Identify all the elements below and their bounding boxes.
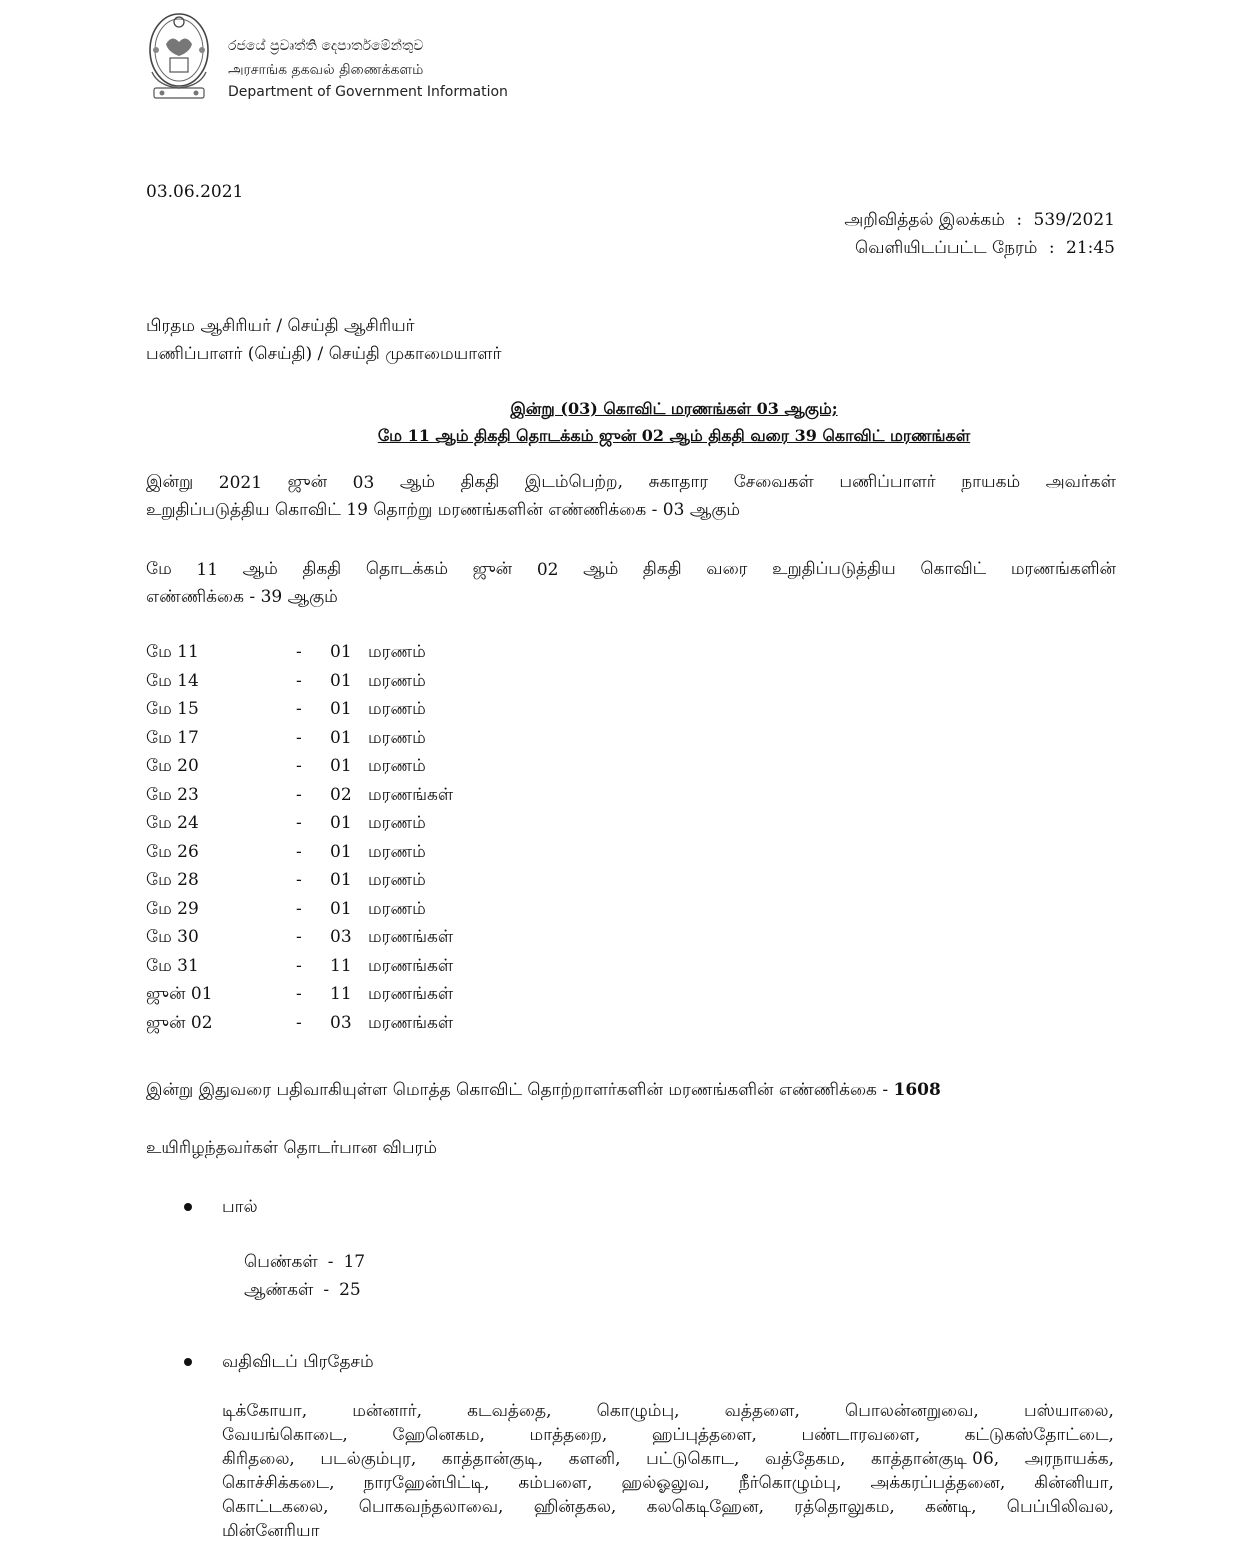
residence-line xyxy=(222,1424,1114,1448)
death-count: 01 xyxy=(330,670,352,691)
residence-place: மாத்தறை, xyxy=(529,1425,608,1445)
residence-place: பொலன்னறுவை, xyxy=(845,1401,979,1421)
death-sep: - xyxy=(296,784,302,805)
release-time-label: வெளியிடப்பட்ட நேரம் xyxy=(854,238,1038,258)
gender-sep: - xyxy=(327,1252,334,1272)
release-time-sep: : xyxy=(1048,238,1055,258)
residence-place: பட்டுகொட, xyxy=(646,1449,740,1469)
death-sep: - xyxy=(296,984,302,1004)
residence-place: கொச்சிக்கடை, xyxy=(222,1473,335,1493)
paragraph-word: ஜுன் xyxy=(472,559,513,579)
death-date: மே 17 xyxy=(146,727,199,748)
death-sep: - xyxy=(296,955,302,976)
death-count: 01 xyxy=(330,699,352,719)
death-count: 02 xyxy=(330,784,352,805)
gender-male xyxy=(244,1280,361,1302)
release-time xyxy=(855,236,1115,260)
total-deaths-text: இன்று இதுவரை பதிவாகியுள்ள மொத்த கொவிட் தொற்றாளர்களின் மரணங்களின் எண்ணிக்கை - xyxy=(146,1080,889,1100)
paragraph-word: மே xyxy=(146,559,172,579)
gender-heading: பால் xyxy=(222,1197,258,1217)
death-word: மரணங்கள் xyxy=(368,955,454,976)
death-sep: - xyxy=(296,870,302,890)
residence-line xyxy=(222,1520,1114,1544)
release-number-sep: : xyxy=(1016,210,1023,230)
residence-place: கொட்டகலை, xyxy=(222,1497,329,1517)
residence-place: நீர்கொழும்பு, xyxy=(738,1473,842,1493)
paragraph-word: திகதி xyxy=(642,559,682,579)
gender-value: 17 xyxy=(343,1252,366,1272)
paragraph-line xyxy=(146,556,1116,584)
gender-sep: - xyxy=(323,1280,330,1300)
paragraph-word: 02 xyxy=(536,560,559,580)
gender-label: பெண்கள் xyxy=(244,1252,318,1272)
death-sep: - xyxy=(296,813,302,833)
death-word: மரணம் xyxy=(368,642,426,662)
release-date: 03.06.2021 xyxy=(146,182,244,202)
death-date: மே 28 xyxy=(146,870,199,890)
death-word: மரணம் xyxy=(368,699,426,719)
paragraph-line xyxy=(146,469,1116,497)
gender-label: ஆண்கள் xyxy=(244,1280,314,1300)
death-word: மரணம் xyxy=(368,898,426,919)
paragraph-word: 2021 xyxy=(218,473,263,493)
bullet-icon xyxy=(184,1203,192,1211)
death-sep: - xyxy=(296,699,302,719)
residence-place: மின்னேரியா xyxy=(222,1521,320,1541)
death-sep: - xyxy=(296,927,302,947)
recipient-line: பிரதம ஆசிரியர் / செய்தி ஆசிரியர் xyxy=(146,316,415,336)
gender-value: 25 xyxy=(339,1280,361,1300)
residence-place: கலகெடிஹேன, xyxy=(646,1497,765,1517)
death-count: 11 xyxy=(330,984,352,1004)
residence-place: வத்தளை, xyxy=(724,1401,800,1421)
paragraph-today-deaths xyxy=(146,469,1116,525)
release-number-label: அறிவித்தல் இலக்கம் xyxy=(844,210,1005,230)
residence-place: கண்டி, xyxy=(925,1497,977,1517)
residence-place: வத்தேகம, xyxy=(764,1449,846,1469)
residence-place: பெப்பிலிவல, xyxy=(1006,1497,1114,1517)
residence-place: டிக்கோயா, xyxy=(222,1401,308,1421)
paragraph-word: ஆம் xyxy=(399,472,436,492)
death-count: 01 xyxy=(330,870,352,890)
paragraph-word: 11 xyxy=(196,560,219,580)
paragraph-word: நாயகம் xyxy=(961,472,1021,492)
residence-place: படல்கும்புர, xyxy=(320,1449,417,1469)
death-date: மே 11 xyxy=(146,642,199,662)
paragraph-word: இடம்பெற்ற, xyxy=(524,472,624,492)
death-count: 11 xyxy=(330,955,352,976)
death-sep: - xyxy=(296,898,302,919)
residence-place: பஸ்யாலை, xyxy=(1023,1401,1114,1421)
death-word: மரணம் xyxy=(368,756,426,776)
residence-place: பண்டாரவளை, xyxy=(801,1425,921,1445)
residence-place: அரநாயக்க, xyxy=(1024,1449,1114,1469)
death-count: 01 xyxy=(330,727,352,748)
paragraph-word: சேவைகள் xyxy=(733,472,814,492)
death-date: மே 14 xyxy=(146,670,199,691)
residence-line xyxy=(222,1496,1114,1520)
paragraph-word: கொவிட் xyxy=(920,559,987,579)
death-word: மரணங்கள் xyxy=(368,927,454,947)
residence-place: கட்டுகஸ்தோட்டை, xyxy=(964,1425,1114,1445)
death-count: 03 xyxy=(330,927,352,947)
death-date: மே 24 xyxy=(146,813,199,833)
residence-places xyxy=(222,1400,1114,1544)
paragraph-line: உறுதிப்படுத்திய கொவிட் 19 தொற்று மரணங்களின் எண்ணிக்கை - 03 ஆகும் xyxy=(146,500,741,520)
paragraph-word: இன்று xyxy=(146,472,194,492)
death-count: 03 xyxy=(330,1012,352,1033)
residence-heading: வதிவிடப் பிரதேசம் xyxy=(222,1352,374,1372)
paragraph-word: திகதி xyxy=(460,472,500,492)
paragraph-word: தொடக்கம் xyxy=(365,559,449,579)
paragraph-word: பணிப்பாளர் xyxy=(839,472,936,492)
letterhead-sinhala: රජයේ ප්‍රවෘත්ති දෙපාර්තමේන්තුව xyxy=(228,38,424,54)
residence-place: பொகவந்தலாவை, xyxy=(358,1497,504,1517)
total-deaths-line xyxy=(146,1078,941,1102)
residence-place: வேயங்கொடை, xyxy=(222,1425,348,1445)
release-number-value: 539/2021 xyxy=(1033,210,1115,230)
paragraph-word: ஆம் xyxy=(242,559,278,579)
death-count: 01 xyxy=(330,841,352,862)
residence-place: களனி, xyxy=(568,1449,621,1469)
total-deaths-value: 1608 xyxy=(893,1080,941,1100)
death-date: மே 29 xyxy=(146,898,199,919)
residence-place: கிரிதலை, xyxy=(222,1449,295,1469)
death-count: 01 xyxy=(330,813,352,833)
death-date: ஜுன் 02 xyxy=(146,1012,213,1033)
death-word: மரணம் xyxy=(368,870,426,890)
residence-place: கொழும்பு, xyxy=(596,1401,680,1421)
paragraph-word: ஆம் xyxy=(583,559,619,579)
paragraph-word: மரணங்களின் xyxy=(1010,559,1116,579)
death-word: மரணம் xyxy=(368,841,426,862)
residence-place: கின்னியா, xyxy=(1034,1473,1114,1493)
death-word: மரணங்கள் xyxy=(368,984,454,1004)
death-sep: - xyxy=(296,670,302,691)
paragraph-word: அவர்கள் xyxy=(1045,472,1116,492)
sri-lanka-emblem-icon xyxy=(146,10,212,104)
residence-place: ஹப்புத்தளை, xyxy=(651,1425,757,1445)
death-count: 01 xyxy=(330,898,352,919)
death-count: 01 xyxy=(330,642,352,662)
death-date: மே 30 xyxy=(146,927,199,947)
residence-line xyxy=(222,1400,1114,1424)
paragraph-word: சுகாதார xyxy=(648,472,709,492)
death-word: மரணங்கள் xyxy=(368,784,454,805)
paragraph-period-deaths xyxy=(146,556,1116,612)
residence-place: கடவத்தை, xyxy=(467,1401,552,1421)
residence-line xyxy=(222,1448,1114,1472)
letterhead-english: Department of Government Information xyxy=(228,84,508,100)
death-sep: - xyxy=(296,756,302,776)
paragraph-word: வரை xyxy=(706,559,748,579)
death-word: மரணம் xyxy=(368,727,426,748)
death-sep: - xyxy=(296,1012,302,1033)
headline-line-2: மே 11 ஆம் திகதி தொடக்கம் ஜுன் 02 ஆம் திகதி வரை 39 கொவிட் மரணங்கள் xyxy=(377,426,971,445)
death-word: மரணம் xyxy=(368,813,426,833)
release-time-value: 21:45 xyxy=(1066,238,1115,258)
death-word: மரணங்கள் xyxy=(368,1012,454,1033)
death-sep: - xyxy=(296,841,302,862)
death-date: மே 15 xyxy=(146,699,199,719)
details-heading: உயிரிழந்தவர்கள் தொடர்பான விபரம் xyxy=(146,1138,438,1158)
bullet-icon xyxy=(184,1358,192,1366)
death-date: மே 26 xyxy=(146,841,199,862)
death-date: ஜுன் 01 xyxy=(146,984,213,1004)
residence-place: நாரஹேன்பிட்டி, xyxy=(363,1473,490,1493)
death-word: மரணம் xyxy=(368,670,426,691)
residence-place: மன்னார், xyxy=(352,1401,423,1421)
paragraph-word: திகதி xyxy=(302,559,342,579)
paragraph-word: உறுதிப்படுத்திய xyxy=(772,559,896,579)
death-date: மே 23 xyxy=(146,784,199,805)
residence-place: அக்கரப்பத்தனை, xyxy=(870,1473,1006,1493)
death-sep: - xyxy=(296,642,302,662)
paragraph-word: ஜுன் xyxy=(287,472,328,492)
residence-place: ஹல்ஓலுவ, xyxy=(621,1473,710,1493)
gender-female xyxy=(244,1252,365,1274)
release-number xyxy=(844,208,1115,232)
paragraph-word: 03 xyxy=(352,473,375,493)
residence-line xyxy=(222,1472,1114,1496)
death-date: மே 31 xyxy=(146,955,199,976)
residence-place: காத்தான்குடி, xyxy=(441,1449,544,1469)
paragraph-line: எண்ணிக்கை - 39 ஆகும் xyxy=(146,587,338,607)
residence-place: காத்தான்குடி 06, xyxy=(870,1449,1000,1469)
residence-place: ரத்தொலுகம, xyxy=(794,1497,895,1517)
headline-line-1: இன்று (03) கொவிட் மரணங்கள் 03 ஆகும்; xyxy=(510,399,838,418)
residence-place: கம்பளை, xyxy=(518,1473,593,1493)
death-sep: - xyxy=(296,727,302,748)
death-count: 01 xyxy=(330,756,352,776)
letterhead-tamil: அரசாங்க தகவல் திணைக்களம் xyxy=(228,62,424,78)
residence-place: ஹேனெகம, xyxy=(392,1425,485,1445)
residence-place: ஹின்தகல, xyxy=(533,1497,617,1517)
recipient-line: பணிப்பாளர் (செய்தி) / செய்தி முகாமையாளர் xyxy=(146,344,502,364)
death-date: மே 20 xyxy=(146,756,199,776)
